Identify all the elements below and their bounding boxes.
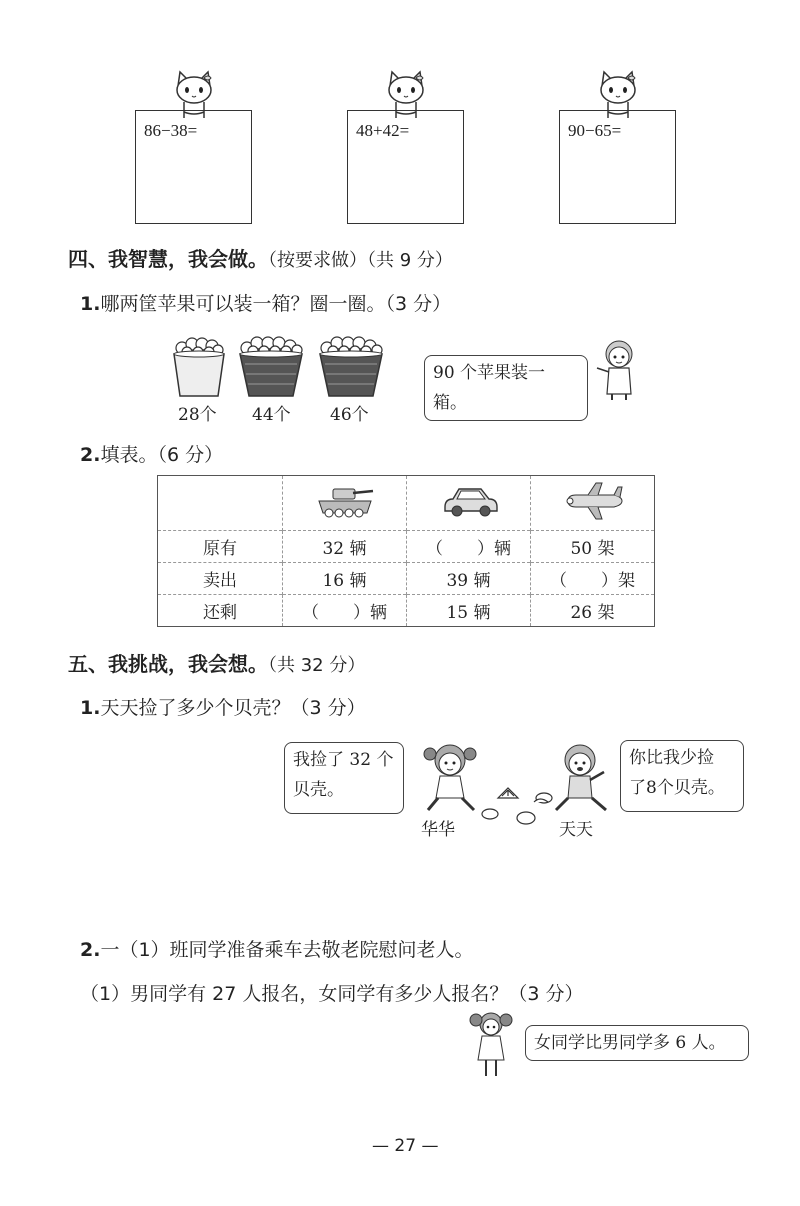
basket-1-count: 28个: [178, 405, 217, 425]
table-cell: 32 辆: [283, 531, 407, 563]
bubble-line: 你比我少捡: [629, 748, 714, 768]
vehicle-table: [157, 475, 655, 627]
table-cell-blank[interactable]: （ ）架: [531, 563, 655, 595]
table-cell: 15 辆: [407, 595, 531, 627]
table-cell: 26 架: [531, 595, 655, 627]
basket-3-count: 46个: [330, 405, 369, 425]
section-4-title: [68, 243, 453, 272]
table-corner-cell: [158, 476, 283, 531]
speech-bubble-tiantian: [620, 740, 744, 812]
kitten-icon: [170, 68, 218, 120]
page-number: — 27 —: [372, 1136, 439, 1156]
kitten-icon: [382, 68, 430, 120]
question-5-2: [80, 935, 474, 962]
table-row: [158, 531, 655, 563]
section-4-heading: 四、我智慧，我会做。: [68, 247, 268, 271]
section-5-heading: 五、我挑战，我会想。: [68, 652, 268, 676]
section-5-title: [68, 648, 365, 677]
table-header-cell: [407, 476, 531, 531]
name-huahua: 华华: [421, 820, 455, 840]
apple-basket-2-icon: [237, 334, 305, 398]
table-cell: 50 架: [531, 531, 655, 563]
table-header-cell: [283, 476, 407, 531]
row-label: 原有: [158, 531, 283, 563]
tank-icon: [313, 481, 377, 521]
table-row: [158, 595, 655, 627]
question-5-1: [80, 693, 366, 720]
table-row: [158, 563, 655, 595]
bubble-line: 我捡了 32 个: [293, 750, 394, 770]
table-cell-blank[interactable]: （ ）辆: [407, 531, 531, 563]
section-4-note: （按要求做）（共 9 分）: [268, 250, 453, 271]
question-4-1: [80, 289, 451, 316]
apple-basket-3-icon: [317, 334, 385, 398]
calc-box-3: [559, 110, 676, 224]
row-label: 还剩: [158, 595, 283, 627]
calc-expression: 90−65=: [568, 121, 622, 140]
girl-pigtails-icon: [466, 1010, 516, 1080]
shells-icon: [468, 784, 564, 828]
speech-bubble-apples: 90 个苹果装一箱。: [424, 355, 588, 421]
question-number: 2.: [80, 444, 101, 466]
question-4-2: [80, 440, 223, 467]
apple-basket-1-icon: [170, 334, 228, 398]
question-number: 2.: [80, 939, 101, 961]
question-number: 1.: [80, 697, 101, 719]
question-5-2-1: （1）男同学有 27 人报名，女同学有多少人报名？（3 分）: [80, 983, 584, 1005]
car-icon: [437, 481, 501, 521]
calc-box-1: [135, 110, 252, 224]
question-text: 填表。（6 分）: [100, 444, 224, 466]
question-text: 天天捡了多少个贝壳？（3 分）: [100, 697, 366, 719]
row-label: 卖出: [158, 563, 283, 595]
table-cell: 39 辆: [407, 563, 531, 595]
plane-icon: [558, 481, 628, 521]
section-5-note: （共 32 分）: [268, 655, 366, 676]
speech-bubble-girls: 女同学比男同学多 6 人。: [525, 1025, 749, 1061]
table-header-cell: [531, 476, 655, 531]
table-header-row: [158, 476, 655, 531]
calc-expression: 86−38=: [144, 121, 198, 140]
bubble-line: 了8个贝壳。: [629, 778, 725, 798]
table-cell: 16 辆: [283, 563, 407, 595]
calc-box-2: [347, 110, 464, 224]
kitten-icon: [594, 68, 642, 120]
basket-2-count: 44个: [252, 405, 291, 425]
table-cell-blank[interactable]: （ ）辆: [283, 595, 407, 627]
calc-expression: 48+42=: [356, 121, 410, 140]
question-text: 哪两筐苹果可以装一箱？圈一圈。（3 分）: [100, 293, 452, 315]
question-text: 一（1）班同学准备乘车去敬老院慰问老人。: [100, 939, 474, 961]
speech-bubble-huahua: [284, 742, 404, 814]
name-tiantian: 天天: [559, 820, 593, 840]
girl-icon: [593, 338, 643, 400]
question-number: 1.: [80, 293, 101, 315]
bubble-line: 贝壳。: [293, 780, 344, 800]
